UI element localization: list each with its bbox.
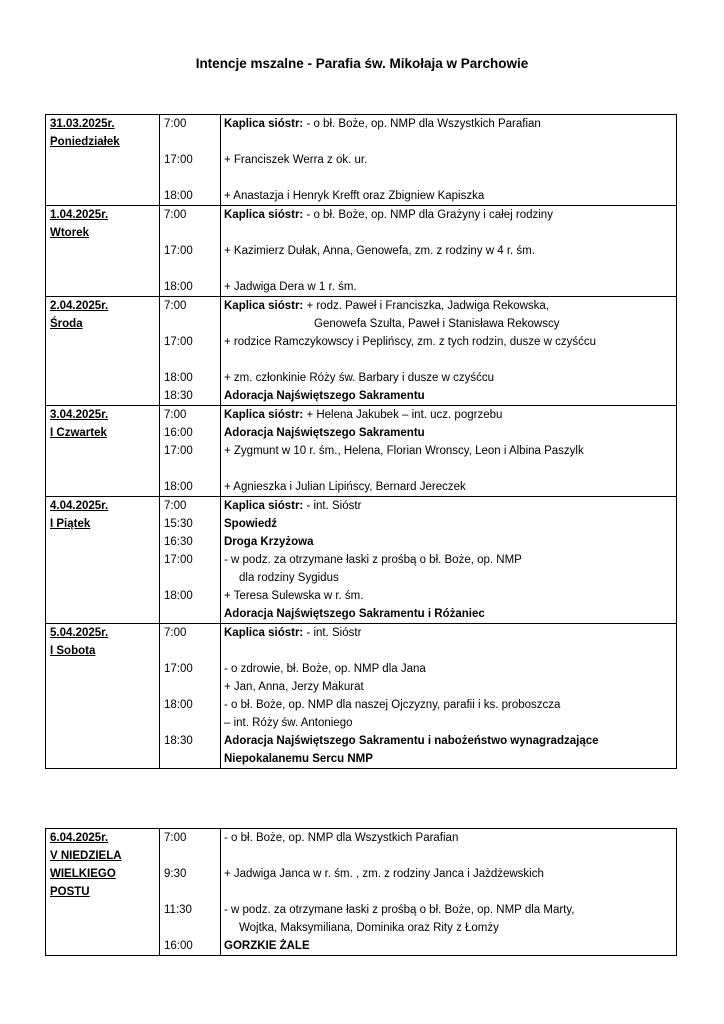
date-cell [46,829,160,956]
chapel-label: Kaplica sióstr: [224,500,304,512]
adoration-text: Adoracja Najświętszego Sakramentu [224,427,425,439]
table-row [46,497,677,624]
intention-text: + Anastazja i Henryk Krefft oraz Zbigniew Kapiszka [224,190,485,202]
time-cell [160,406,221,497]
service-text: GORZKIE ŻALE [224,940,310,952]
table-row [46,624,677,769]
mass-time: 16:00 [164,427,193,439]
intention-text: + zm. członkinie Róży św. Barbary i dusze w czyśćcu [224,372,495,384]
date-cell [46,497,160,624]
mass-time: 18:30 [164,735,193,747]
weekday-label: I Czwartek [50,427,107,439]
mass-time: 7:00 [164,409,187,421]
mass-time: 7:00 [164,300,187,312]
intention-cell [221,115,677,206]
mass-time: 18:00 [164,481,193,493]
mass-time: 16:00 [164,940,193,952]
time-cell [160,297,221,406]
intention-text: - w podz. za otrzymane łaski z prośbą o bł. Boże, op. NMP [224,554,522,566]
date-cell [46,406,160,497]
intention-text: + Jan, Anna, Jerzy Makurat [224,681,364,693]
table-row [46,829,677,956]
mass-time: 9:30 [164,868,187,880]
adoration-text: Adoracja Najświętszego Sakramentu i Różaniec [224,608,485,620]
weekday-label: Wtorek [50,227,89,239]
intention-text: - int. Sióstr [303,627,362,639]
table-row [46,115,677,206]
intention-text: + rodzice Ramczykowscy i Peplińscy, zm. z tych rodzin, dusze w czyśćcu [224,336,597,348]
intention-cell [221,624,677,769]
intention-text: - o bł. Boże, op. NMP dla Wszystkich Parafian [224,832,459,844]
time-cell [160,497,221,624]
mass-time: 17:00 [164,663,193,675]
weekday-label: Poniedziałek [50,136,120,148]
stations-text: Droga Krzyżowa [224,536,314,548]
week-schedule-table [45,114,677,769]
mass-time: 18:00 [164,190,193,202]
time-cell [160,115,221,206]
table-row [46,206,677,297]
intention-text: + Jadwiga Dera w 1 r. śm. [224,281,357,293]
intention-text: - o bł. Boże, op. NMP dla Wszystkich Parafian [303,118,541,130]
intention-text: + Agnieszka i Julian Lipińscy, Bernard Jereczek [224,481,466,493]
date-label: 1.04.2025r. [50,209,109,221]
time-cell [160,206,221,297]
intention-text: + Kazimierz Dułak, Anna, Genowefa, zm. z rodziny w 4 r. śm. [224,245,535,257]
intention-text: Wojtka, Maksymiliana, Dominika oraz Rity z Łomży [239,922,499,934]
weekday-label: WIELKIEGO [50,868,116,880]
weekday-label: I Piątek [50,518,91,530]
date-cell [46,115,160,206]
adoration-text: Adoracja Najświętszego Sakramentu [224,390,425,402]
mass-time: 7:00 [164,118,187,130]
chapel-label: Kaplica sióstr: [224,627,304,639]
sunday-schedule-table [45,828,677,956]
mass-time: 7:00 [164,500,187,512]
mass-time: 18:00 [164,590,193,602]
mass-time: 7:00 [164,832,187,844]
intention-text: - o zdrowie, bł. Boże, op. NMP dla Jana [224,663,426,675]
chapel-label: Kaplica sióstr: [224,300,304,312]
mass-time: 7:00 [164,627,187,639]
adoration-text: Niepokalanemu Sercu NMP [224,753,373,765]
date-label: 5.04.2025r. [50,627,109,639]
intention-text: - w podz. za otrzymane łaski z prośbą o bł. Boże, op. NMP dla Marty, [224,904,575,916]
mass-time: 17:00 [164,154,193,166]
date-label: 4.04.2025r. [50,500,109,512]
intention-text: + Franciszek Werra z ok. ur. [224,154,368,166]
intention-cell [221,829,677,956]
intention-text: + rodz. Paweł i Franciszka, Jadwiga Rekowska, [303,300,550,312]
date-label: 31.03.2025r. [50,118,115,130]
weekday-label: POSTU [50,886,90,898]
mass-time: 15:30 [164,518,193,530]
intention-text: + Teresa Sulewska w r. śm. [224,590,364,602]
intention-text: + Jadwiga Janca w r. śm. , zm. z rodziny Janca i Jażdżewskich [224,868,544,880]
intention-text: dla rodziny Sygidus [239,572,339,584]
mass-time: 18:00 [164,372,193,384]
intention-text: - o bł. Boże, op. NMP dla naszej Ojczyzny, parafii i ks. proboszcza [224,699,561,711]
table-row [46,406,677,497]
mass-time: 11:30 [164,904,192,916]
date-label: 3.04.2025r. [50,409,109,421]
mass-time: 18:00 [164,281,193,293]
time-cell [160,624,221,769]
mass-time: 17:00 [164,245,193,257]
date-cell [46,297,160,406]
intention-text: - o bł. Boże, op. NMP dla Grażyny i całej rodziny [303,209,553,221]
chapel-label: Kaplica sióstr: [224,409,304,421]
weekday-label: Środa [50,318,83,330]
date-label: 2.04.2025r. [50,300,109,312]
intention-text: - int. Sióstr [303,500,362,512]
intention-text: Genowefa Szulta, Paweł i Stanisława Rekowscy [314,318,560,330]
mass-time: 18:30 [164,390,193,402]
adoration-text: Adoracja Najświętszego Sakramentu i nabożeństwo wynagradzające [224,735,599,747]
confession-text: Spowiedź [224,518,278,530]
weekday-label: I Sobota [50,645,96,657]
mass-time: 7:00 [164,209,187,221]
chapel-label: Kaplica sióstr: [224,209,304,221]
table-row [46,297,677,406]
intention-text: + Helena Jakubek – int. ucz. pogrzebu [303,409,503,421]
page-title: Intencje mszalne - Parafia św. Mikołaja w Parchowie [195,56,529,71]
mass-time: 16:30 [164,536,193,548]
date-label: 6.04.2025r. [50,832,109,844]
intention-text: + Zygmunt w 10 r. śm., Helena, Florian Wronscy, Leon i Albina Paszylk [224,445,584,457]
intention-text: – int. Róży św. Antoniego [224,717,353,729]
intention-cell [221,497,677,624]
mass-time: 17:00 [164,554,193,566]
intention-cell [221,297,677,406]
chapel-label: Kaplica sióstr: [224,118,304,130]
mass-time: 18:00 [164,699,193,711]
mass-time: 17:00 [164,445,193,457]
date-cell [46,206,160,297]
intention-cell [221,206,677,297]
mass-time: 17:00 [164,336,193,348]
time-cell [160,829,221,956]
intention-cell [221,406,677,497]
date-cell [46,624,160,769]
weekday-label: V NIEDZIELA [50,850,122,862]
